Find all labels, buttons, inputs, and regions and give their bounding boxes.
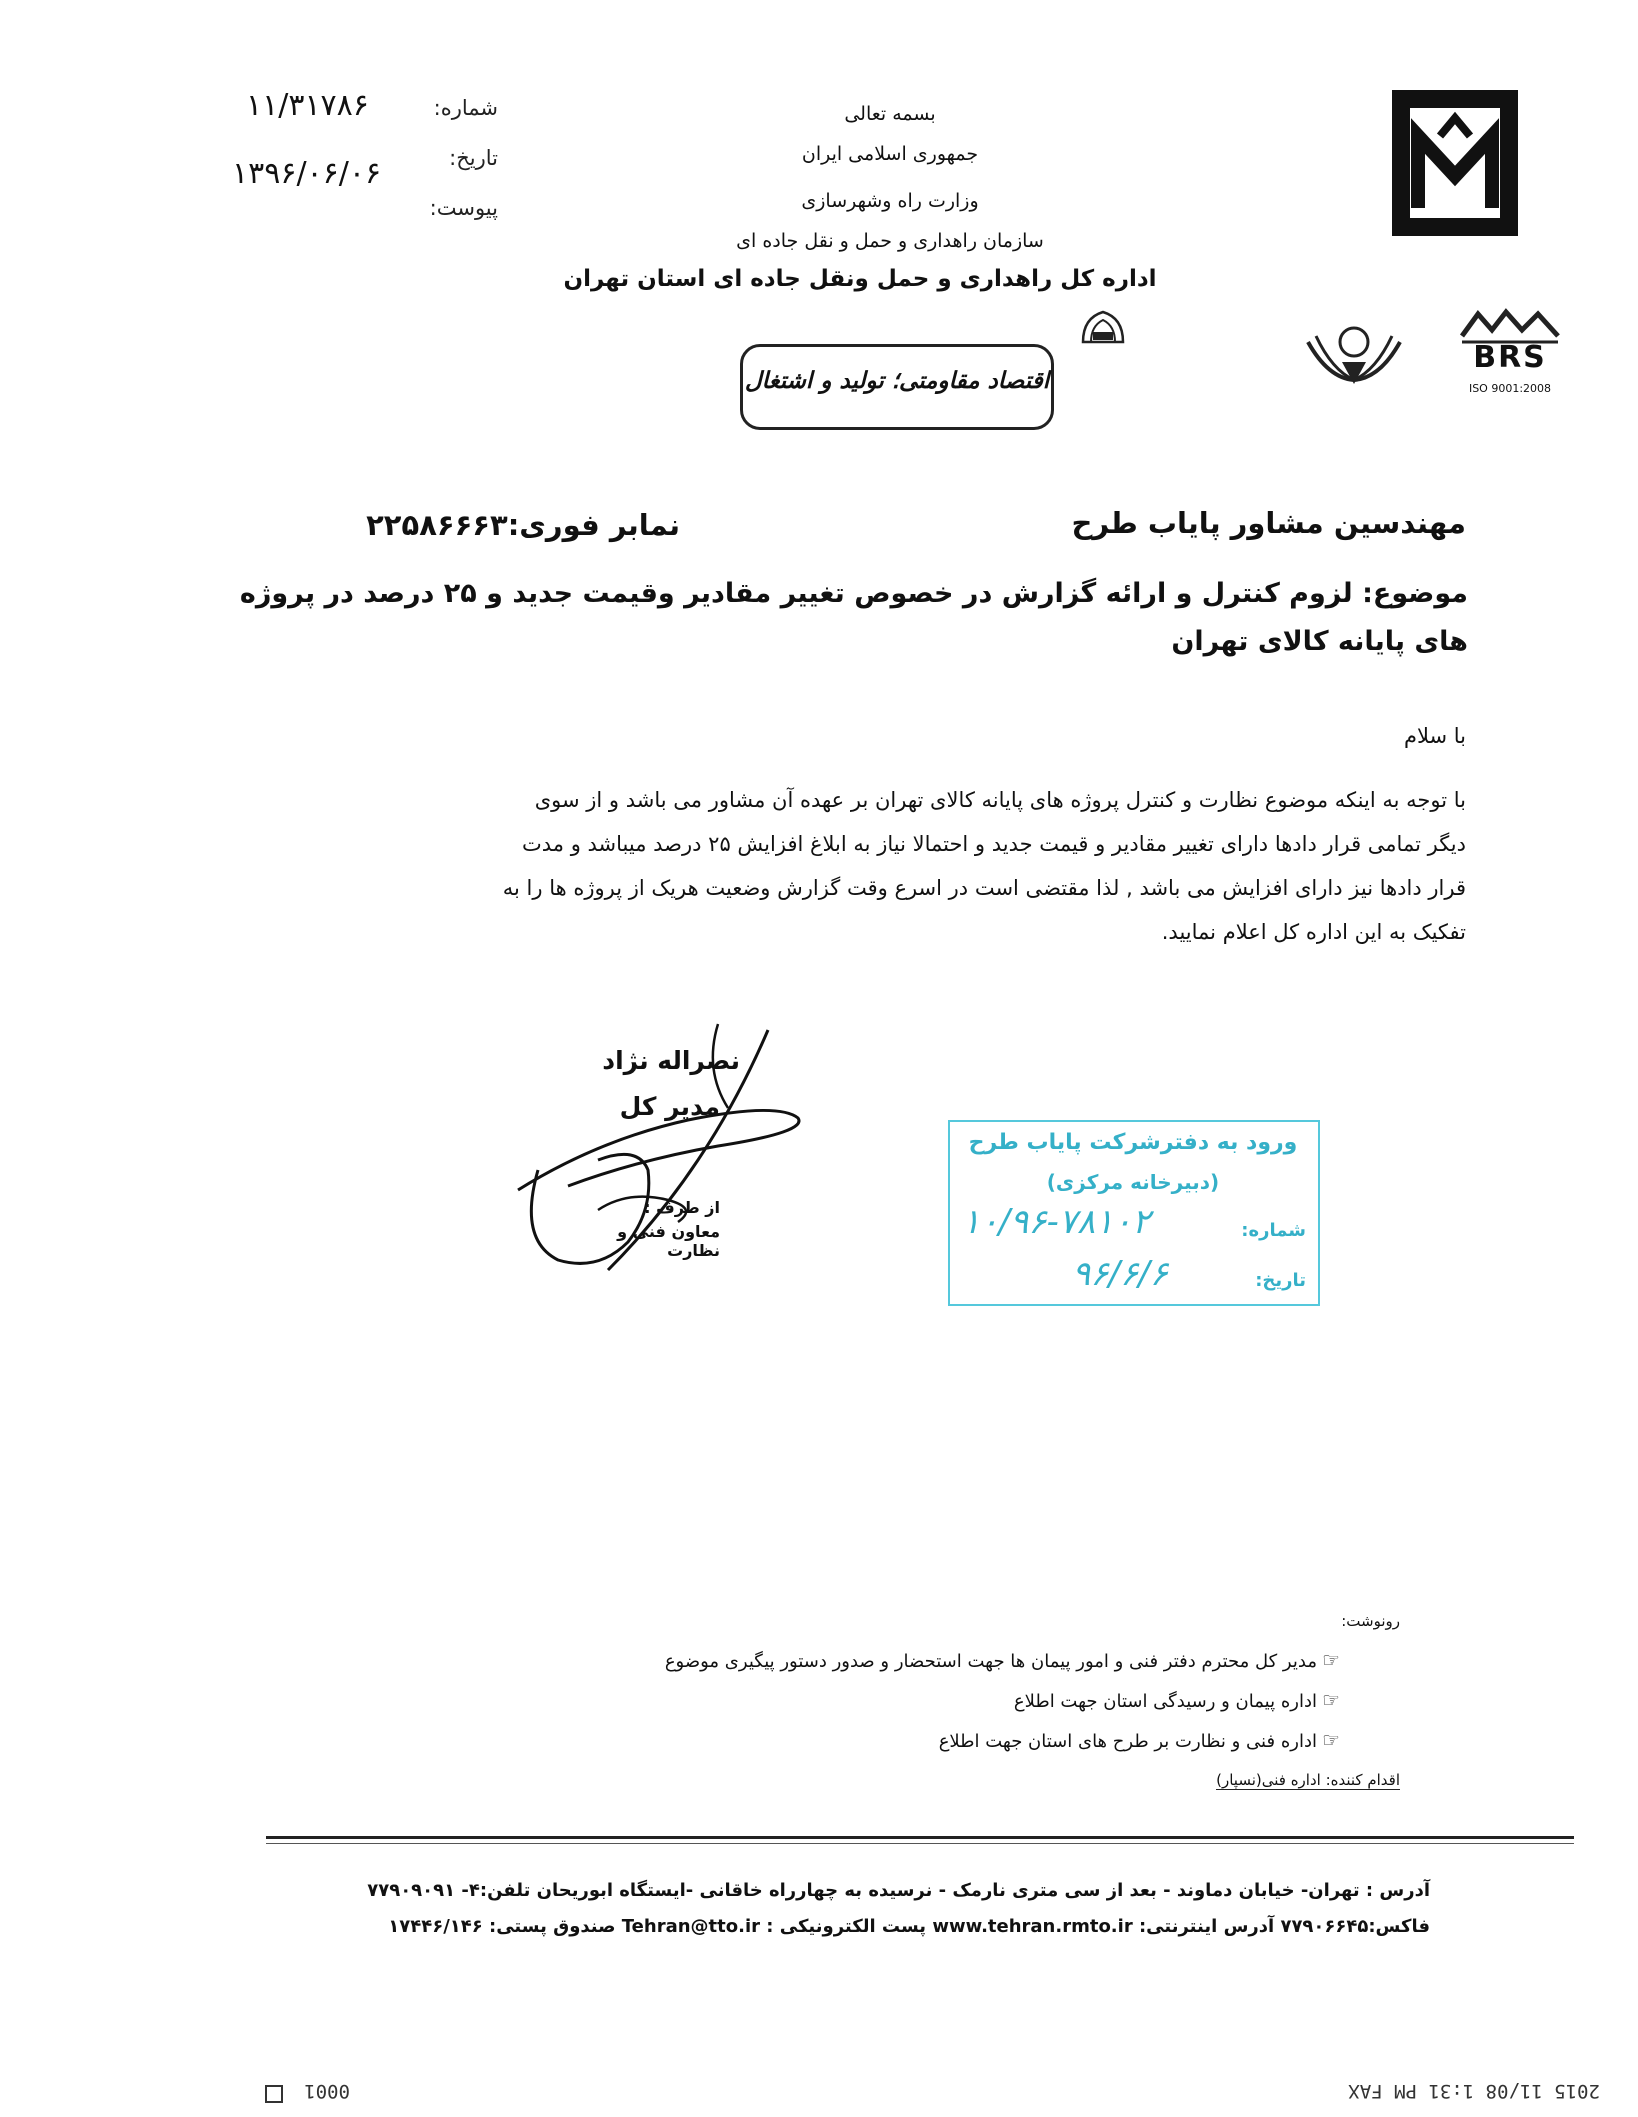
stamp-number-label: شماره:: [1241, 1220, 1306, 1241]
subject-line-1: موضوع: لزوم کنترل و ارائه گزارش در خصوص تغییر مقادیر وقیمت جدید و ۲۵ درصد در پروژه: [239, 578, 1468, 609]
body-line-1: با توجه به اینکه موضوع نظارت و کنترل پروژه های پایانه کالای تهران بر عهده آن مشاور می باشد و از سوی: [534, 788, 1466, 812]
cc-item-2: [700, 1688, 1340, 1712]
fax-header-stamp: [1270, 2080, 1600, 2102]
letter-number: ۱۱/۳۱۷۸۶: [246, 88, 369, 123]
cc-item-text: اداره فنی و نظارت بر طرح های استان جهت اطلاع: [938, 1731, 1317, 1752]
cc-item-3: [700, 1728, 1340, 1752]
signer-name: نصراله نژاد: [602, 1046, 740, 1075]
letter-date: ۱۳۹۶/۰۶/۰۶: [232, 156, 382, 191]
body-line-2: دیگر تمامی قرار دادها دارای تغییر مقادیر و قیمت جدید و احتمالا نیاز به ابلاغ افزایش ۲۵ درصد میباشد و مدت: [522, 832, 1466, 856]
fax-page-number: 0001: [304, 2080, 350, 2102]
hand-pointer-icon: ☞: [1322, 1728, 1340, 1752]
fax-number: نمابر فوری:۲۲۵۸۶۶۶۳: [366, 508, 680, 542]
footer-contact: فاکس:۷۷۹۰۶۶۴۵ آدرس اینترنتی: www.tehran.rmto.ir پست الکترونیکی : Tehran@tto.ir صندوق پستی: ۱۷۴۴۶/۱۴۶: [388, 1916, 1430, 1937]
cc-item-1: [420, 1648, 1340, 1672]
ministry-line: وزارت راه وشهرسازی: [801, 190, 979, 212]
footer-address: آدرس : تهران- خیابان دماوند - بعد از سی متری نارمک - نرسیده به چهارراه خاقانی -ایستگاه ابوریحان تلفن:۴- ۷۷۹۰۹۰۹۱: [367, 1880, 1430, 1901]
stamp-number-value: ۱۰/۹۶-۷۸۱۰۲: [962, 1202, 1151, 1242]
cc-title: رونوشت:: [1341, 1612, 1400, 1630]
department-line: اداره کل راهداری و حمل ونقل جاده ای استان تهران: [563, 266, 1157, 292]
iso-text: ISO 9001:2008: [1468, 382, 1552, 395]
hand-pointer-icon: ☞: [1322, 1688, 1340, 1712]
footer-divider: [266, 1836, 1574, 1839]
receipt-stamp: [948, 1120, 1320, 1306]
body-line-3: قرار دادها نیز دارای افزایش می باشد , لذا مقتضی است در اسرع وقت گزارش وضعیت هریک از پروژه ها را به: [502, 876, 1466, 900]
subject-line-2: های پایانه کالای تهران: [1171, 626, 1468, 657]
fax-datetime: 2015 11/08 1:31 PM FAX: [1348, 2080, 1600, 2102]
stamp-date-value: ۹۶/۶/۶: [1072, 1254, 1168, 1294]
date-label: تاریخ:: [449, 146, 498, 170]
addressee: مهندسین مشاور پایاب طرح: [1071, 506, 1466, 540]
cc-item-text: مدیر کل محترم دفتر فنی و امور پیمان ها جهت استحضار و صدور دستور پیگیری موضوع: [664, 1651, 1317, 1672]
deputy-title: معاون فنی و نظارت: [617, 1222, 720, 1260]
stamp-line-1: ورود به دفترشرکت پایاب طرح: [968, 1130, 1298, 1155]
footer-divider-thin: [266, 1843, 1574, 1844]
signer-title: مدیر کل: [619, 1092, 720, 1121]
body-line-4: تفکیک به این اداره کل اعلام نمایید.: [1161, 920, 1466, 944]
slogan-emblem: [1078, 308, 1128, 344]
slogan-text: اقتصاد مقاومتی؛ تولید و اشتغال: [744, 367, 1050, 394]
republic-line: جمهوری اسلامی ایران: [801, 143, 979, 165]
cc-action-wrap: [1000, 1770, 1400, 1789]
attachment-label: پیوست:: [429, 196, 498, 220]
basmala: بسمه تعالی: [844, 103, 936, 125]
fax-page-number-wrap: [230, 2080, 350, 2103]
slogan-banner: [740, 344, 1054, 430]
number-label: شماره:: [433, 96, 498, 120]
organization-line: سازمان راهداری و حمل و نقل جاده ای: [736, 230, 1044, 252]
ministry-logo: [1388, 86, 1522, 240]
on-behalf-label: از طرف :: [644, 1198, 720, 1217]
wings-emblem: [1298, 318, 1410, 392]
action-by: اقدام کننده: اداره فنی(نسپار): [1216, 1771, 1400, 1789]
greeting: با سلام: [1403, 724, 1466, 748]
stamp-line-2: (دبیرخانه مرکزی): [1046, 1170, 1220, 1194]
hand-pointer-icon: ☞: [1322, 1648, 1340, 1672]
stamp-date-label: تاریخ:: [1255, 1270, 1306, 1291]
brs-text: BRS: [1473, 340, 1547, 375]
cc-item-text: اداره پیمان و رسیدگی استان جهت اطلاع: [1013, 1691, 1317, 1712]
fax-box-icon: [265, 2085, 283, 2103]
